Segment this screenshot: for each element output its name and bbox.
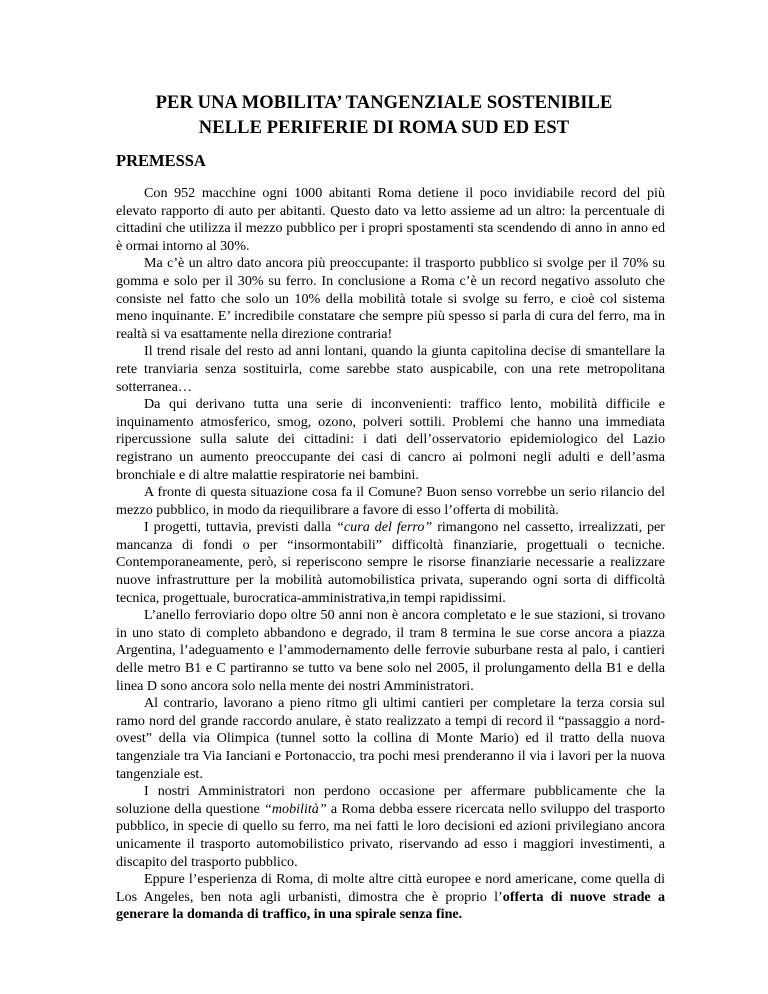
body-text bbox=[116, 185, 665, 924]
paragraph-9 bbox=[116, 783, 665, 871]
paragraph-9-italic-quote: “mobilità” bbox=[264, 800, 327, 817]
paragraph-5: A fronte di questa situazione cosa fa il Comune? Buon senso vorrebbe un serio rilancio del mezzo pubblico, in modo da riequilibrare a favore di esso l’offerta di mobilità. bbox=[116, 484, 665, 518]
paragraph-2: Ma c’è un altro dato ancora più preoccupante: il trasporto pubblico si svolge per il 70% su gomma e solo per il 30% su ferro. In conclusione a Roma c’è un record negativo assoluto che consiste nel fatto che solo un 10% della mobilità totale si svolge su ferro, e cioè col sistema meno inquinante. E’ incredibile constatare che sempre più spesso si parla di cura del ferro, ma in realtà si va esattamente nella direzione contraria! bbox=[116, 255, 665, 342]
paragraph-4: Da qui derivano tutta una serie di inconvenienti: traffico lento, mobilità difficile e inquinamento atmosferico, smog, ozono, polveri sottili. Problemi che hanno una immediata ripercussione sulla salute dei cittadini: i dati dell’osservatorio epidemiologico del Lazio registrano un aumento preoccupante dei casi di cancro ai polmoni negli adulti e dell’asma bronchiale e di altre malattie respiratorie nei bambini. bbox=[116, 396, 665, 483]
section-heading-premessa: PREMESSA bbox=[116, 151, 206, 170]
paragraph-6-text-a: I progetti, tuttavia, previsti dalla bbox=[144, 519, 337, 536]
document-title-line-1: PER UNA MOBILITA’ TANGENZIALE SOSTENIBILE bbox=[155, 93, 613, 113]
document-title-line-2: NELLE PERIFERIE DI ROMA SUD ED EST bbox=[198, 118, 570, 138]
paragraph-6-text-b: rimangono nel cassetto, irrealizzati, per mancanza di fondi o per “insormontabili” difficoltà finanziarie, progettuali o tecniche. Contemporaneamente, però, si reperiscono sempre le risorse finanziarie necessarie a realizzare nuove infrastrutture per la mobilità automobilistica privata, superando ogni sorta di difficoltà tecnica, progettuale, burocratica-amministrativa,in tempi rapidissimi. bbox=[116, 519, 666, 606]
paragraph-8: Al contrario, lavorano a pieno ritmo gli ultimi cantieri per completare la terza corsia sul ramo nord del grande raccordo anulare, è stato realizzato a tempi di record il “passaggio a nord-ovest” della via Olimpica (tunnel sotto la collina di Monte Mario) ed il tratto della nuova tangenziale tra Via Ianciani e Portonaccio, tra pochi mesi prenderanno il via i lavori per la nuova tangenziale est. bbox=[116, 695, 665, 782]
paragraph-9-text-b: a Roma debba essere ricercata nello sviluppo del trasporto pubblico, in specie di quello su ferro, ma nei fatti le loro decisioni ed azioni privilegiano ancora unicamente il trasporto automobilistico privato, riservando ad esso i maggiori investimenti, a discapito del trasporto pubblico. bbox=[116, 800, 665, 870]
paragraph-3: Il trend risale del resto ad anni lontani, quando la giunta capitolina decise di smantellare la rete tranviaria senza sostituirla, come sarebbe stato auspicabile, con una rete metropolitana sotterranea… bbox=[116, 343, 665, 395]
paragraph-6 bbox=[116, 519, 665, 607]
paragraph-10-bold-conclusion: offerta di nuove strade a generare la domanda di traffico, in una spirale senza fine. bbox=[116, 888, 665, 923]
paragraph-9-text-a: I nostri Amministratori non perdono occasione per affermare pubblicamente che la soluzione della questione bbox=[116, 783, 665, 817]
paragraph-1: Con 952 macchine ogni 1000 abitanti Roma detiene il poco invidiabile record del più elevato rapporto di auto per abitanti. Questo dato va letto assieme ad un altro: la percentuale di cittadini che utilizza il mezzo pubblico per i propri spostamenti sta scendendo di anno in anno ed è ormai intorno al 30%. bbox=[116, 185, 665, 254]
paragraph-10-text-a: Eppure l’esperienza di Roma, di molte altre città europee e nord americane, come quella di Los Angeles, ben nota agli urbanisti, dimostra che è proprio l’ bbox=[116, 871, 665, 905]
paragraph-6-italic-quote: “cura del ferro” bbox=[336, 519, 433, 536]
paragraph-7: L’anello ferroviario dopo oltre 50 anni non è ancora completato e le sue stazioni, si trovano in uno stato di completo abbandono e degrado, il tram 8 termina le sue corse ancora a piazza Argentina, l’adeguamento e l’ammodernamento delle ferrovie suburbane resta al palo, i cantieri delle metro B1 e C partiranno se tutto va bene solo nel 2005, il prolungamento della B1 e della linea D sono ancora solo nella mente dei nostri Amministratori. bbox=[116, 607, 665, 694]
paragraph-10 bbox=[116, 871, 665, 924]
